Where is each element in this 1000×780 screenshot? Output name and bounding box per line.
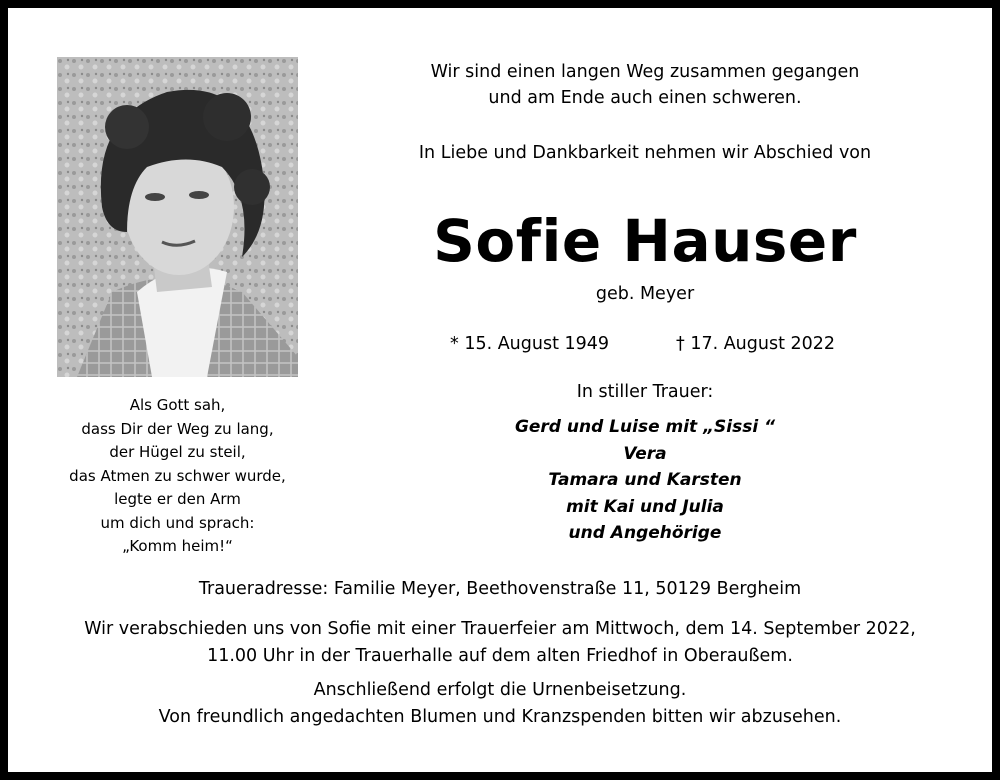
family-line: Gerd und Luise mit „Sissi “	[514, 417, 776, 437]
birth-date: * 15. August 1949	[450, 334, 610, 354]
verse	[40, 394, 315, 559]
family-line: Vera	[623, 443, 667, 464]
intro-line: und am Ende auch einen schweren.	[488, 88, 802, 108]
verse-line: Als Gott sah,	[129, 396, 226, 414]
family-line: mit Kai und Julia	[566, 496, 724, 517]
closing-info	[20, 677, 980, 731]
intro-line: Wir sind einen langen Weg zusammen gegangen	[430, 62, 860, 82]
mourning-title: In stiller Trauer:	[576, 382, 714, 402]
family-list	[395, 414, 895, 547]
farewell-text: In Liebe und Dankbarkeit nehmen wir Abschied von	[418, 143, 872, 163]
verse-line: um dich und sprach:	[100, 513, 255, 532]
birth-name: geb. Meyer	[595, 284, 695, 304]
ceremony-line: 11.00 Uhr in der Trauerhalle auf dem alten Friedhof in Oberaußem.	[207, 646, 793, 666]
address	[20, 576, 980, 603]
portrait-photo	[57, 57, 298, 377]
ceremony-line: Wir verabschieden uns von Sofie mit einer Trauerfeier am Mittwoch, dem 14. September 2022,	[84, 619, 916, 639]
verse-line: „Komm heim!“	[122, 537, 233, 555]
family-line: und Angehörige	[568, 523, 722, 543]
verse-line: das Atmen zu schwer wurde,	[69, 466, 286, 485]
address-line: Traueradresse: Familie Meyer, Beethovenstraße 11, 50129 Bergheim	[198, 579, 802, 599]
family-line: Tamara und Karsten	[548, 470, 742, 490]
death-date: † 17. August 2022	[676, 334, 836, 354]
deceased-name: Sofie Hauser	[433, 207, 857, 275]
farewell-line	[395, 140, 895, 166]
intro-text	[395, 59, 895, 111]
verse-line: dass Dir der Weg zu lang,	[81, 419, 274, 438]
ceremony-info	[20, 616, 980, 670]
closing-line: Anschließend erfolgt die Urnenbeisetzung.	[313, 680, 687, 700]
verse-line: legte er den Arm	[114, 490, 241, 508]
closing-line: Von freundlich angedachten Blumen und Kranzspenden bitten wir abzusehen.	[158, 707, 842, 727]
verse-line: der Hügel zu steil,	[109, 443, 246, 461]
